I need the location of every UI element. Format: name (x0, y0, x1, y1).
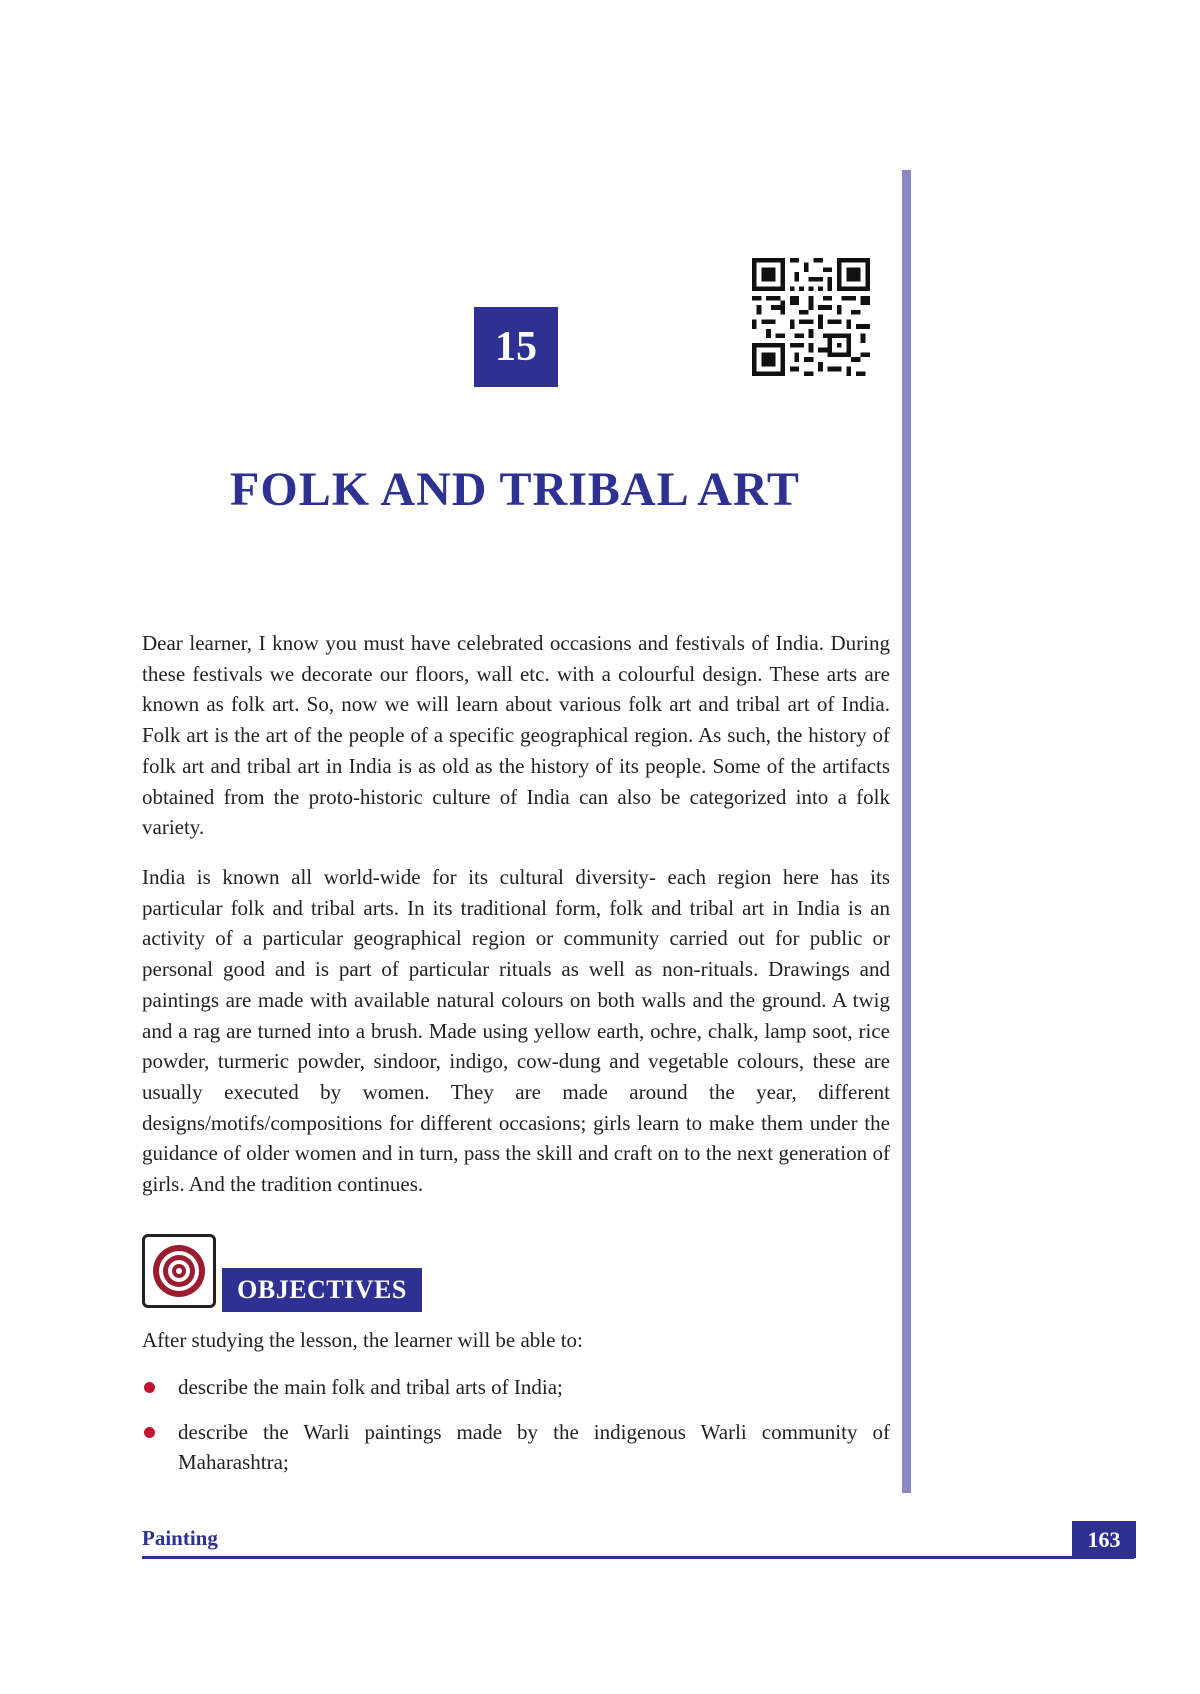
bullet-icon (144, 1427, 155, 1438)
footer-rule (142, 1556, 1134, 1559)
page-number: 163 (1072, 1521, 1136, 1558)
footer-subject: Painting (142, 1526, 218, 1550)
intro-paragraph-2: India is known all world-wide for its cultural diversity- each region here has its particular folk and tribal arts. In its traditional form, folk and tribal art in India is an activity of a particular geographical region or community carried out for public or personal good and is part of particular rituals as well as non-rituals. Drawings and paintings are made with available natural colours on both walls and the ground. A twig and a rag are turned into a brush. Made using yellow earth, ochre, chalk, lamp soot, rice powder, turmeric powder, sindoor, indigo, cow-dung and vegetable colours, these are usually executed by women. They are made around the year, different designs/motifs/compositions for different occasions; girls learn to make them under the guidance of older women and in turn, pass the skill and craft on to the next generation of girls. And the tradition continues. (142, 865, 890, 1197)
chapter-number: 15 (495, 324, 537, 370)
margin-rule (902, 170, 911, 1493)
objectives-lead: After studying the lesson, the learner will be able to: (142, 1328, 583, 1352)
objective-text: describe the main folk and tribal arts of India; (178, 1375, 563, 1399)
bullet-icon (144, 1382, 155, 1393)
chapter-number-badge (474, 307, 558, 387)
list-item (142, 1372, 890, 1403)
objectives-target-icon (142, 1234, 216, 1308)
list-item (142, 1417, 890, 1478)
objectives-list (142, 1372, 890, 1492)
chapter-title: FOLK AND TRIBAL ART (230, 463, 800, 516)
intro-paragraph-1: Dear learner, I know you must have celebrated occasions and festivals of India. During these festivals we decorate our floors, wall etc. with a colourful design. These arts are known as folk art. So, now we will learn about various folk art and tribal art of India. Folk art is the art of the people of a specific geographical region. As such, the history of folk art and tribal art in India is as old as the history of its people. Some of the artifacts obtained from the proto-historic culture of India can also be categorized into a folk variety. (142, 631, 890, 840)
objectives-heading: OBJECTIVES (222, 1268, 422, 1312)
objective-text: describe the Warli paintings made by the indigenous Warli community of Maharashtra; (178, 1419, 890, 1475)
qr-code-icon[interactable] (752, 258, 870, 376)
